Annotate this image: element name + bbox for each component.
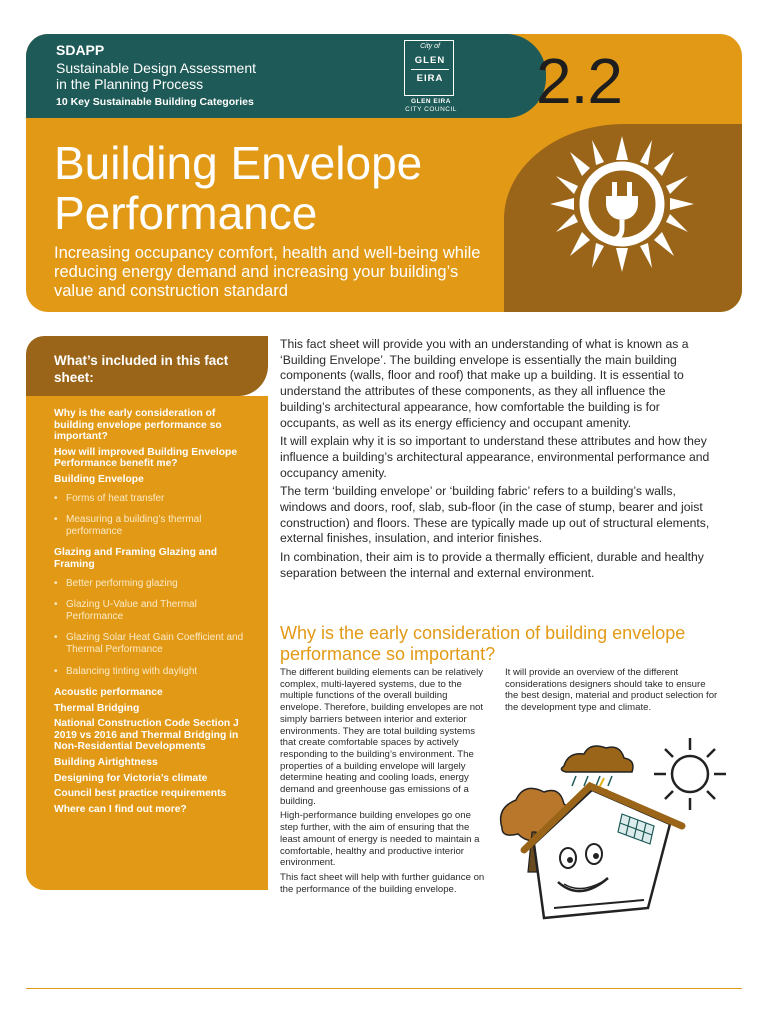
toc-item: Glazing and Framing Glazing and Framing bbox=[54, 547, 218, 570]
sidebar-heading: What’s included in this fact sheet: bbox=[54, 353, 229, 385]
program-name: Sustainable Design Assessment in the Planning Process bbox=[56, 60, 256, 92]
intro-paragraph: In combination, their aim is to provide a thermally efficient, durable and healthy separation between the internal and external environment. bbox=[280, 550, 704, 580]
toc-item: Building Envelope bbox=[54, 473, 144, 485]
section-heading: Why is the early consideration of building envelope performance so important? bbox=[280, 623, 686, 664]
toc-item: Where can I find out more? bbox=[54, 803, 187, 815]
table-of-contents bbox=[54, 408, 250, 822]
toc-item: Thermal Bridging bbox=[54, 702, 140, 714]
intro-paragraph: It will explain why it is so important to understand these attributes and how they influence a building’s architectural appearance, environmental performance and occupancy amenity. bbox=[280, 434, 710, 480]
body-paragraph: This fact sheet will help with further guidance on the performance of the building envelope. bbox=[280, 871, 485, 895]
toc-item: National Construction Code Section J 2019 vs 2016 and Thermal Bridging in Non-Residential Developments bbox=[54, 718, 239, 753]
page-title: Building Envelope Performance bbox=[54, 137, 423, 239]
toc-item: Designing for Victoria’s climate bbox=[54, 772, 208, 784]
intro-text bbox=[280, 337, 712, 585]
toc-subitem: • Glazing U-Value and Thermal Performance bbox=[54, 599, 250, 622]
toc-item: Acoustic performance bbox=[54, 687, 163, 699]
cartoon-house-illustration bbox=[494, 732, 746, 928]
toc-subitem: • Forms of heat transfer bbox=[54, 493, 250, 505]
toc-item: How will improved Building Envelope Performance benefit me? bbox=[54, 446, 238, 470]
council-logo: City of GLEN EIRA GLEN EIRA CITY COUNCIL bbox=[398, 40, 464, 114]
series-label: 10 Key Sustainable Building Categories bbox=[56, 96, 254, 108]
sun-plug-icon bbox=[540, 134, 704, 274]
intro-paragraph: The term ‘building envelope’ or ‘building fabric’ refers to a building’s walls, windows and doors, roof, slab, sub-floor (in the case of stump, bearer and joist construction) and floors. These are typically made up out of structural elements, external finishes, insulation, and interior finishes. bbox=[280, 484, 710, 546]
intro-paragraph: This fact sheet will provide you with an understanding of what is known as a ‘Building Envelope’. The building envelope is essentially the main building components (walls, floor and roof) that make up a building. It is essential to understand the attributes of these components, as they all influence the building’s architectural appearance, how comfortable the building is for occupants, as well as its energy efficiency and occupant amenity. bbox=[280, 337, 689, 430]
toc-item: Building Airtightness bbox=[54, 757, 158, 769]
program-acronym: SDAPP bbox=[56, 42, 105, 58]
body-paragraph: High-performance building envelopes go one step further, with the aim of ensuring that the least amount of energy is needed to maintain a comfortable, healthy and productive interior environment. bbox=[280, 810, 480, 869]
sheet-number: 2.2 bbox=[536, 45, 622, 117]
section-column-right: It will provide an overview of the different considerations designers should take to ensure the best design, material and product selection for the development type and climate. bbox=[505, 667, 718, 714]
section-column-left bbox=[280, 667, 488, 898]
body-paragraph: The different building elements can be relatively complex, multi-layered systems, due to the multiple functions of the overall building envelope. Therefore, building envelopes are not simply barriers between interior and exterior environments. They are total building systems that create comfortable spaces by actively responding to the building’s environment. The properties of a building envelope will largely determine heating and cooling loads, energy demand and greenhouse gas emissions of a building. bbox=[280, 667, 484, 807]
footer-divider bbox=[26, 988, 742, 989]
toc-subitem: • Glazing Solar Heat Gain Coefficient and Thermal Performance bbox=[54, 632, 250, 655]
toc-subitem: • Better performing glazing bbox=[54, 578, 250, 590]
toc-subitem: • Balancing tinting with daylight bbox=[54, 666, 250, 678]
toc-item: Council best practice requirements bbox=[54, 788, 227, 800]
header-teal-curve bbox=[466, 34, 546, 118]
page-subtitle: Increasing occupancy comfort, health and well-being while reducing energy demand and increasing your building’s value and construction standard bbox=[54, 244, 481, 300]
toc-subitem: • Measuring a building’s thermal performance bbox=[54, 514, 250, 537]
toc-item: Why is the early consideration of building envelope performance so important? bbox=[54, 408, 222, 443]
